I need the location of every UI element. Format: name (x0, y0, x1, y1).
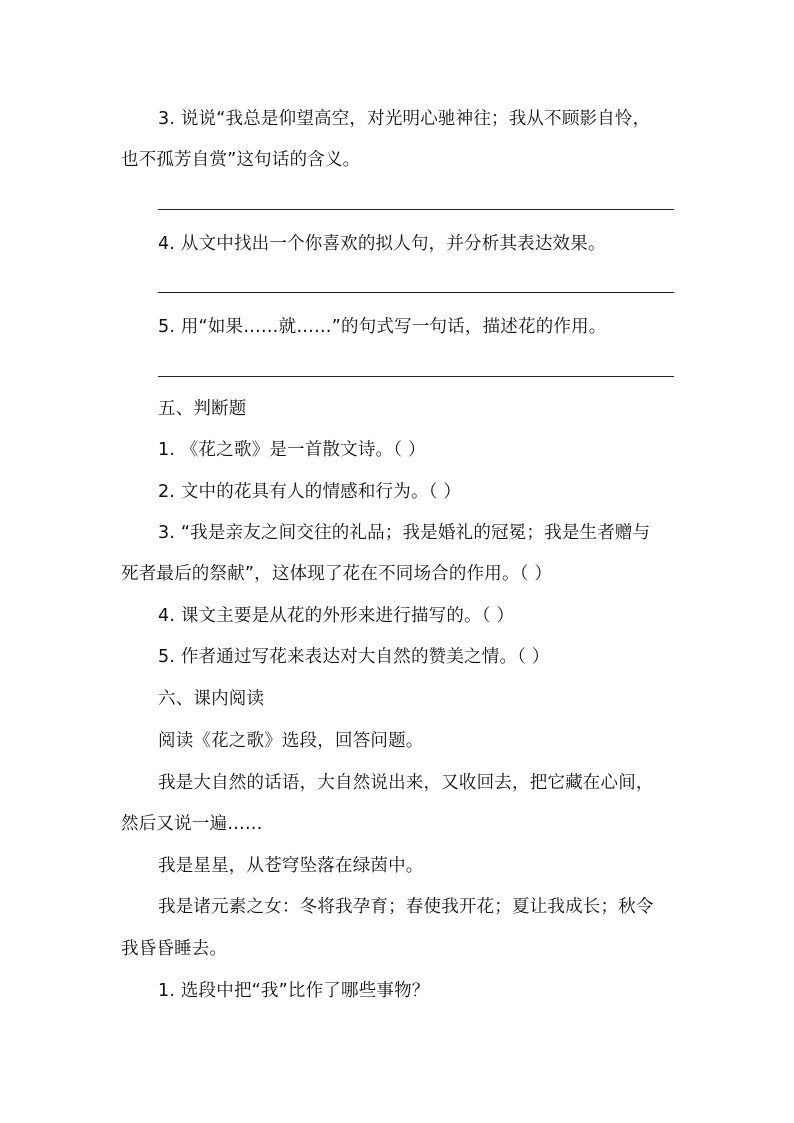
question-5: 5. 用“如果……就……”的句式写一句话，描述花的作用。 (158, 317, 607, 337)
question-3-line-2: 也不孤芳自赏”这句话的含义。 (121, 150, 361, 170)
judge-item-1: 1. 《花之歌》是一首散文诗。（ ） (158, 440, 426, 460)
reading-question-1: 1. 选段中把“我”比作了哪些事物？ (158, 981, 430, 1001)
answer-line-q4[interactable] (158, 292, 674, 293)
judge-item-2: 2. 文中的花具有人的情感和行为。（ ） (158, 482, 462, 502)
passage-line-3: 我是星星，从苍穹坠落在绿茵中。 (158, 856, 424, 876)
answer-line-q3[interactable] (158, 209, 674, 210)
judge-item-3-line-2: 死者最后的祭献”，这体现了花在不同场合的作用。（ ） (121, 564, 553, 584)
reading-intro: 阅读《花之歌》选段，回答问题。 (158, 731, 424, 751)
question-4: 4. 从文中找出一个你喜欢的拟人句，并分析其表达效果。 (158, 234, 606, 254)
section-6-title: 六、课内阅读 (158, 689, 265, 709)
judge-item-5: 5. 作者通过写花来表达对大自然的赞美之情。（ ） (158, 647, 550, 667)
passage-line-5: 我昏昏睡去。 (121, 939, 228, 959)
judge-item-3-line-1: 3. “我是亲友之间交往的礼品；我是婚礼的冠冕；我是生者赠与 (158, 523, 651, 543)
answer-line-q5[interactable] (158, 376, 674, 377)
passage-line-1: 我是大自然的话语，大自然说出来，又收回去，把它藏在心间， (158, 773, 654, 793)
section-5-title: 五、判断题 (158, 399, 247, 419)
passage-line-2: 然后又说一遍…… (121, 814, 263, 834)
passage-line-4: 我是诸元素之女：冬将我孕育；春使我开花；夏让我成长；秋令 (158, 897, 654, 917)
judge-item-4: 4. 课文主要是从花的外形来进行描写的。（ ） (158, 606, 515, 626)
question-3-line-1: 3. 说说“我总是仰望高空，对光明心驰神往；我从不顾影自怜， (158, 109, 651, 129)
